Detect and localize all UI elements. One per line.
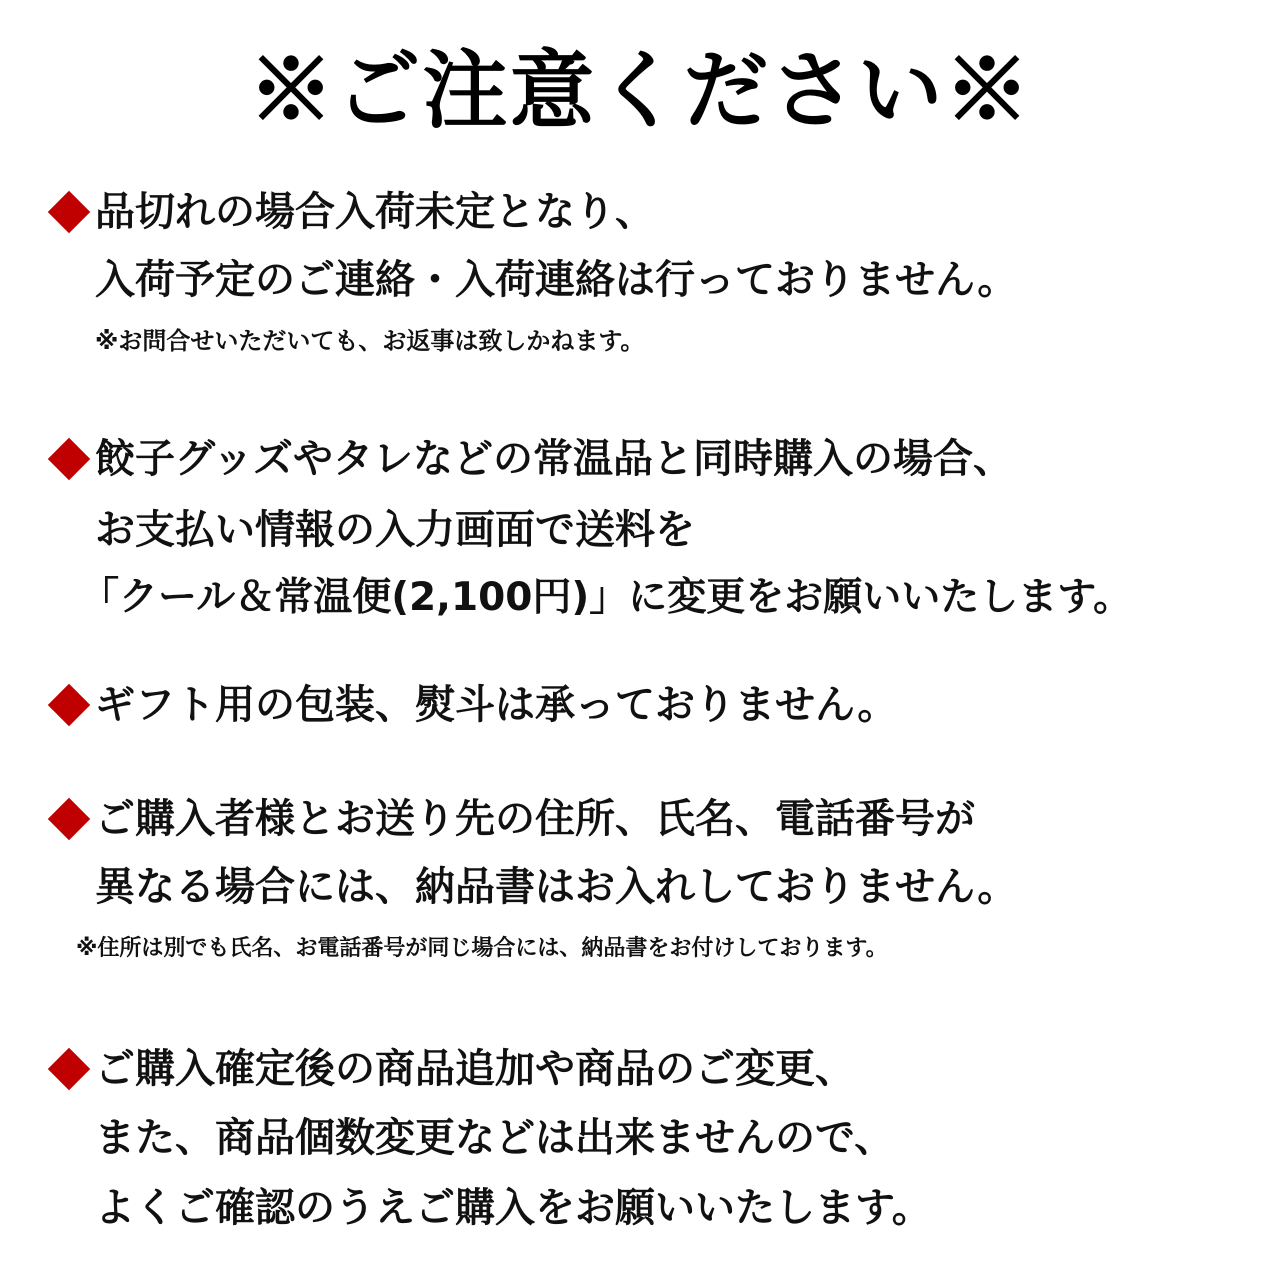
page-title: ※ご注意ください※ — [248, 41, 1032, 141]
notice-5-line-2: また、商品個数変更などは出来ませんので、 — [95, 1115, 895, 1161]
diamond-icon — [48, 798, 90, 840]
diamond-icon — [48, 438, 90, 480]
notice-2-line-3: 「クール＆常温便(2,100円)」に変更をお願いいたします。 — [80, 575, 1133, 620]
notice-3-line-1: ギフト用の包装、熨斗は承っておりません。 — [95, 682, 898, 728]
notice-2-line-1: 餃子グッズやタレなどの常温品と同時購入の場合、 — [95, 436, 1013, 482]
notice-4-note: ※住所は別でも氏名、お電話番号が同じ場合には、納品書をお付けしております。 — [76, 936, 888, 961]
notice-1-note: ※お問合せいただいても、お返事は致しかねます。 — [95, 327, 645, 355]
notice-1-line-2: 入荷予定のご連絡・入荷連絡は行っておりません。 — [95, 257, 1018, 303]
notice-5-line-3: よくご確認のうえご購入をお願いいたします。 — [95, 1185, 932, 1231]
diamond-icon — [48, 684, 90, 726]
notice-5-line-1: ご購入確定後の商品追加や商品のご変更、 — [95, 1046, 855, 1092]
notice-1-line-1: 品切れの場合入荷未定となり、 — [95, 189, 655, 235]
diamond-icon — [48, 191, 90, 233]
notice-4-line-1: ご購入者様とお送り先の住所、氏名、電話番号が — [95, 796, 975, 842]
notice-4-line-2: 異なる場合には、納品書はお入れしておりません。 — [95, 864, 1018, 910]
diamond-icon — [48, 1048, 90, 1090]
notice-2-line-2: お支払い情報の入力画面で送料を — [95, 507, 695, 553]
